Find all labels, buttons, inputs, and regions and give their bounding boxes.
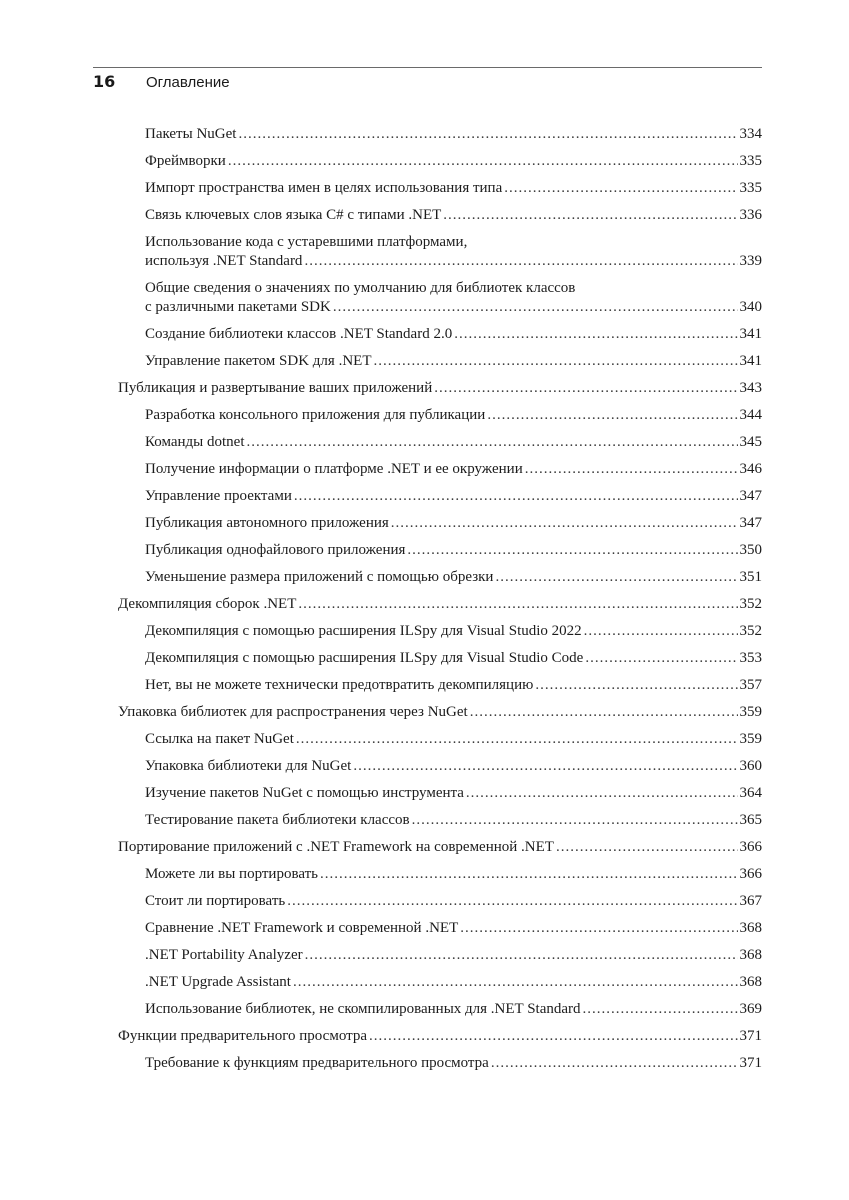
toc-entry[interactable] bbox=[118, 703, 762, 722]
dot-leader bbox=[293, 973, 738, 992]
toc-entry[interactable] bbox=[118, 757, 762, 776]
toc-entry[interactable] bbox=[118, 206, 762, 225]
dot-leader bbox=[470, 703, 738, 722]
toc-entry-page: 371 bbox=[739, 1055, 762, 1071]
toc-entry[interactable] bbox=[118, 649, 762, 668]
dot-leader bbox=[504, 179, 737, 198]
toc-entry[interactable] bbox=[118, 811, 762, 830]
toc-entry-title: .NET Upgrade Assistant bbox=[145, 974, 291, 990]
toc-entry-page: 346 bbox=[739, 461, 762, 477]
dot-leader bbox=[443, 206, 737, 225]
dot-leader bbox=[391, 514, 738, 533]
toc-entry-title: Уменьшение размера приложений с помощью обрезки bbox=[145, 569, 494, 585]
toc-entry-page: 371 bbox=[739, 1028, 762, 1044]
dot-leader bbox=[333, 298, 738, 317]
toc-entry[interactable] bbox=[118, 352, 762, 371]
toc-entry-page: 345 bbox=[739, 434, 762, 450]
toc-entry-title: Разработка консольного приложения для публикации bbox=[145, 407, 486, 423]
toc-entry-page: 335 bbox=[739, 153, 762, 169]
toc-entry[interactable] bbox=[118, 152, 762, 171]
toc-entry-page: 352 bbox=[739, 596, 762, 612]
toc-entry-page: 368 bbox=[739, 974, 762, 990]
toc-entry-title: Портирование приложений с .NET Framework на современной .NET bbox=[118, 839, 554, 855]
dot-leader bbox=[247, 433, 738, 452]
toc-entry[interactable] bbox=[118, 460, 762, 479]
toc-entry[interactable] bbox=[118, 973, 762, 992]
dot-leader bbox=[320, 865, 737, 884]
toc-entry-page: 365 bbox=[739, 812, 762, 828]
toc-entry-page: 341 bbox=[739, 326, 762, 342]
dot-leader bbox=[556, 838, 738, 857]
dot-leader bbox=[305, 946, 738, 965]
toc-entry-title: Декомпиляция с помощью расширения ILSpy для Visual Studio Code bbox=[145, 650, 584, 666]
dot-leader bbox=[583, 1000, 738, 1019]
toc-entry-page: 341 bbox=[739, 353, 762, 369]
toc-entry[interactable] bbox=[118, 1027, 762, 1046]
toc-entry-title: Функции предварительного просмотра bbox=[118, 1028, 368, 1044]
page-number: 16 bbox=[93, 72, 116, 91]
dot-leader bbox=[298, 595, 737, 614]
table-of-contents bbox=[118, 125, 762, 1081]
dot-leader bbox=[287, 892, 737, 911]
toc-entry[interactable] bbox=[118, 730, 762, 749]
dot-leader bbox=[466, 784, 738, 803]
toc-entry-title: Упаковка библиотеки для NuGet bbox=[145, 758, 352, 774]
dot-leader bbox=[495, 568, 737, 587]
toc-entry-page: 347 bbox=[739, 515, 762, 531]
toc-entry-title: Стоит ли портировать bbox=[145, 893, 286, 909]
toc-entry-title: с различными пакетами SDK bbox=[145, 299, 331, 315]
dot-leader bbox=[434, 379, 737, 398]
toc-entry-page: 334 bbox=[739, 126, 762, 142]
page-header bbox=[93, 72, 230, 94]
dot-leader bbox=[369, 1027, 737, 1046]
toc-entry[interactable] bbox=[118, 433, 762, 452]
toc-entry-title: Ссылка на пакет NuGet bbox=[145, 731, 294, 747]
toc-entry-title: Получение информации о платформе .NET и ее окружении bbox=[145, 461, 523, 477]
dot-leader bbox=[525, 460, 738, 479]
toc-entry-title: Фреймворки bbox=[145, 153, 226, 169]
dot-leader bbox=[584, 622, 738, 641]
toc-entry-page: 352 bbox=[739, 623, 762, 639]
toc-entry-page: 360 bbox=[739, 758, 762, 774]
toc-entry[interactable] bbox=[118, 784, 762, 803]
toc-entry[interactable] bbox=[118, 179, 762, 198]
dot-leader bbox=[412, 811, 738, 830]
toc-entry-page: 351 bbox=[739, 569, 762, 585]
toc-entry[interactable] bbox=[118, 676, 762, 695]
dot-leader bbox=[294, 487, 738, 506]
toc-entry-title: Импорт пространства имен в целях использования типа bbox=[145, 180, 503, 196]
toc-entry-page: 339 bbox=[739, 253, 762, 269]
toc-entry[interactable] bbox=[118, 892, 762, 911]
toc-entry[interactable] bbox=[118, 595, 762, 614]
toc-entry[interactable] bbox=[118, 487, 762, 506]
toc-entry-page: 347 bbox=[739, 488, 762, 504]
toc-entry[interactable] bbox=[118, 838, 762, 857]
toc-entry-page: 336 bbox=[739, 207, 762, 223]
dot-leader bbox=[460, 919, 737, 938]
toc-entry-title: Публикация и развертывание ваших приложений bbox=[118, 380, 433, 396]
dot-leader bbox=[407, 541, 737, 560]
toc-entry[interactable] bbox=[118, 568, 762, 587]
toc-entry-title: Упаковка библиотек для распространения через NuGet bbox=[118, 704, 468, 720]
toc-entry-title: используя .NET Standard bbox=[145, 253, 303, 269]
toc-entry-title: Управление проектами bbox=[145, 488, 292, 504]
toc-entry[interactable] bbox=[118, 325, 762, 344]
toc-entry-title: Использование библиотек, не скомпилированных для .NET Standard bbox=[145, 1001, 581, 1017]
toc-entry[interactable] bbox=[118, 541, 762, 560]
toc-entry-title: Декомпиляция сборок .NET bbox=[118, 596, 297, 612]
toc-entry-page: 368 bbox=[739, 947, 762, 963]
dot-leader bbox=[304, 252, 737, 271]
toc-entry-title: Тестирование пакета библиотеки классов bbox=[145, 812, 410, 828]
toc-entry-title: Связь ключевых слов языка C# с типами .NET bbox=[145, 207, 442, 223]
toc-entry-page: 344 bbox=[739, 407, 762, 423]
toc-entry-title: Управление пакетом SDK для .NET bbox=[145, 353, 372, 369]
toc-entry-title: Создание библиотеки классов .NET Standard 2.0 bbox=[145, 326, 453, 342]
toc-entry-page: 366 bbox=[739, 866, 762, 882]
toc-entry-page: 353 bbox=[739, 650, 762, 666]
toc-entry[interactable] bbox=[118, 865, 762, 884]
toc-entry-page: 335 bbox=[739, 180, 762, 196]
toc-entry-page: 359 bbox=[739, 704, 762, 720]
toc-entry-title: Сравнение .NET Framework и современной .NET bbox=[145, 920, 459, 936]
toc-entry-page: 367 bbox=[739, 893, 762, 909]
toc-entry[interactable] bbox=[118, 946, 762, 965]
dot-leader bbox=[353, 757, 737, 776]
toc-entry-page: 366 bbox=[739, 839, 762, 855]
toc-entry[interactable] bbox=[118, 919, 762, 938]
dot-leader bbox=[535, 676, 737, 695]
header-rule bbox=[93, 67, 762, 68]
dot-leader bbox=[585, 649, 737, 668]
toc-entry[interactable] bbox=[118, 1000, 762, 1019]
toc-entry-page: 340 bbox=[739, 299, 762, 315]
toc-entry[interactable] bbox=[118, 125, 762, 144]
toc-entry-title: Публикация однофайлового приложения bbox=[145, 542, 406, 558]
toc-entry-page: 368 bbox=[739, 920, 762, 936]
toc-entry[interactable] bbox=[118, 1054, 762, 1073]
toc-entry-title: Пакеты NuGet bbox=[145, 126, 237, 142]
toc-entry-title: Команды dotnet bbox=[145, 434, 245, 450]
toc-entry-title: Декомпиляция с помощью расширения ILSpy для Visual Studio 2022 bbox=[145, 623, 582, 639]
toc-entry[interactable] bbox=[118, 279, 762, 317]
toc-entry-title: Публикация автономного приложения bbox=[145, 515, 389, 531]
toc-entry-page: 359 bbox=[739, 731, 762, 747]
toc-entry[interactable] bbox=[118, 622, 762, 641]
running-title: Оглавление bbox=[146, 74, 230, 91]
toc-entry-page: 369 bbox=[739, 1001, 762, 1017]
toc-entry-title: Требование к функциям предварительного просмотра bbox=[145, 1055, 489, 1071]
toc-entry[interactable] bbox=[118, 379, 762, 398]
dot-leader bbox=[228, 152, 738, 171]
toc-entry-title: Нет, вы не можете технически предотвратить декомпиляцию bbox=[145, 677, 534, 693]
toc-entry-title-line1: Использование кода с устаревшими платформами, bbox=[145, 234, 468, 250]
toc-entry-title: Можете ли вы портировать bbox=[145, 866, 319, 882]
dot-leader bbox=[296, 730, 738, 749]
toc-entry-page: 350 bbox=[739, 542, 762, 558]
dot-leader bbox=[454, 325, 737, 344]
dot-leader bbox=[491, 1054, 738, 1073]
toc-entry-title: .NET Portability Analyzer bbox=[145, 947, 303, 963]
toc-entry-page: 364 bbox=[739, 785, 762, 801]
dot-leader bbox=[238, 125, 737, 144]
toc-entry-title-line1: Общие сведения о значениях по умолчанию для библиотек классов bbox=[145, 280, 576, 296]
dot-leader bbox=[373, 352, 737, 371]
toc-entry-title: Изучение пакетов NuGet с помощью инструмента bbox=[145, 785, 464, 801]
dot-leader bbox=[487, 406, 737, 425]
toc-entry-page: 357 bbox=[739, 677, 762, 693]
toc-entry-page: 343 bbox=[739, 380, 762, 396]
toc-entry[interactable] bbox=[118, 514, 762, 533]
toc-entry[interactable] bbox=[118, 233, 762, 271]
toc-entry[interactable] bbox=[118, 406, 762, 425]
